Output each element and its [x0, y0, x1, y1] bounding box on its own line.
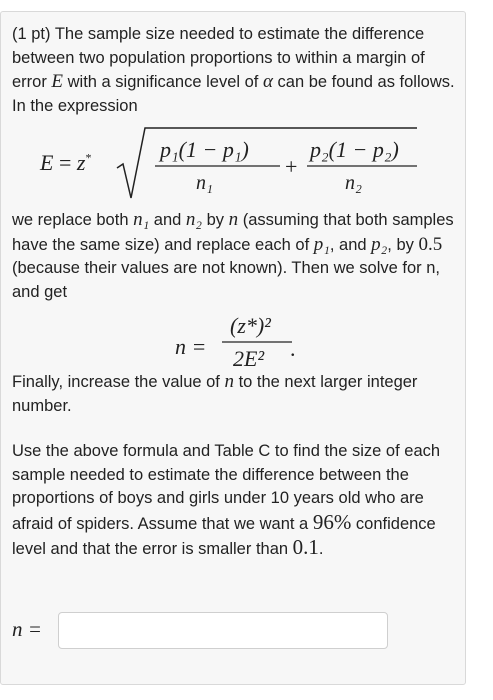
formula2-num: (z*)² — [230, 313, 271, 338]
formula2-lhs: n = — [175, 334, 207, 359]
answer-label: n = — [12, 617, 42, 641]
answer-input[interactable] — [58, 612, 388, 649]
formula1-lhs: E = z* — [40, 150, 92, 175]
problem-substitution: we replace both n₁ and n₂ by n (assuming that both samples have the same size) and replace each of p₁, and p₂, by 0.5 (because their values are not known). Then we solve for n, and get — [12, 209, 454, 301]
problem-question: Use the above formula and Table C to find the size of each sample needed to estimate the difference between the proportions of boys and girls under 10 years old who are afraid of spiders. Assume that we want a 96% confidence level and that the error is smaller than 0.1. — [12, 442, 441, 559]
formula2-dot: . — [290, 336, 296, 361]
formula1-den2: n₂ — [345, 172, 362, 194]
formula1-num1: p₁(1 − p₁) — [160, 137, 249, 162]
formula1-num2: p₂(1 − p₂) — [310, 137, 399, 162]
formula1-plus: + — [285, 154, 298, 179]
problem-round-up: Finally, increase the value of n to the next larger integer number. — [12, 371, 418, 415]
formula2-den: 2E² — [233, 346, 265, 371]
formula2-fraction-bar — [222, 340, 294, 344]
sqrt-radical — [115, 124, 420, 204]
formula1-den1: n₁ — [196, 172, 213, 194]
problem-intro: (1 pt) The sample size needed to estimate the difference between two population proportions to within a margin of error E with a significance level of α can be found as follows. In the expression — [12, 25, 455, 115]
